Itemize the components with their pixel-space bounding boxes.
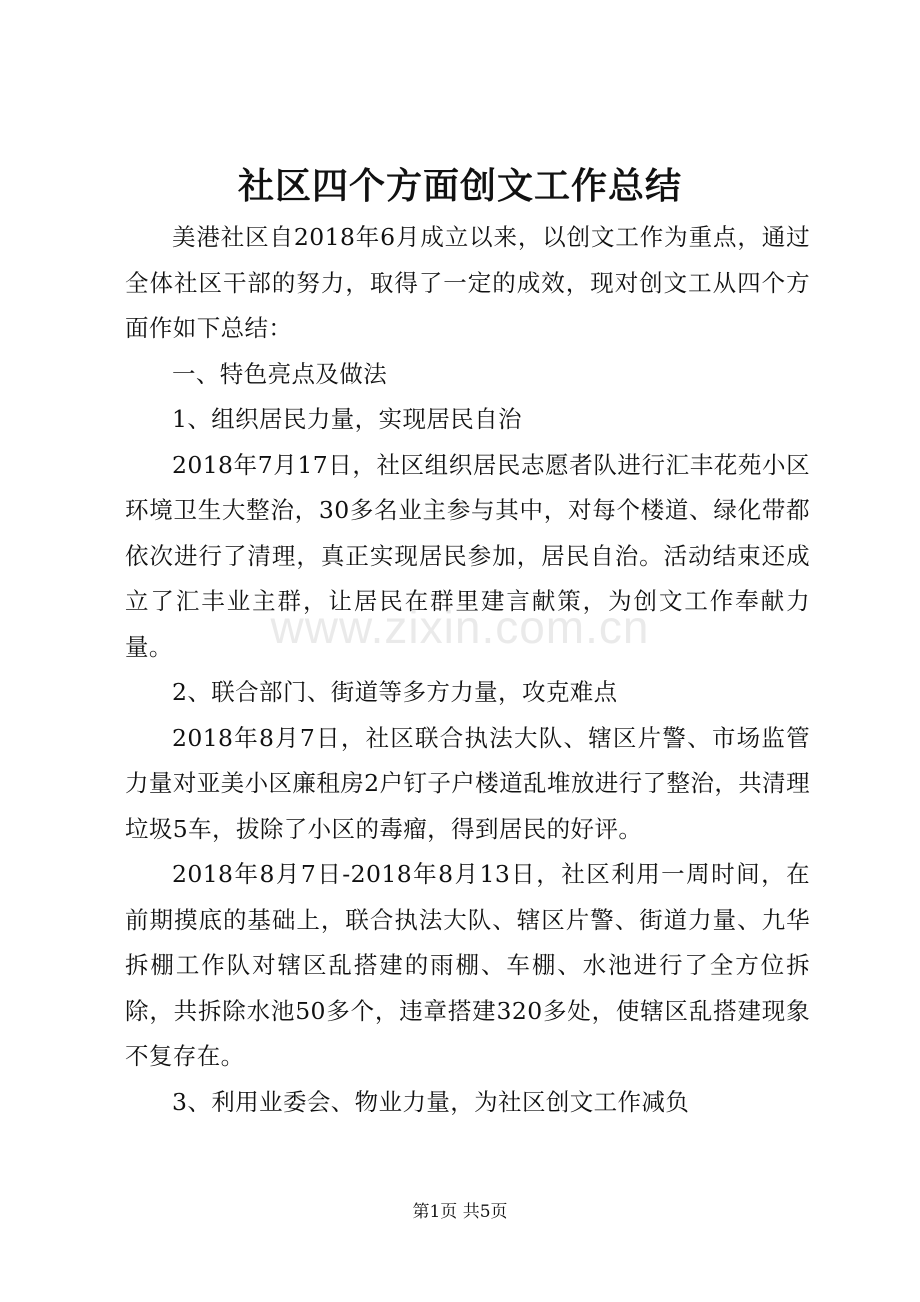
paragraph-1: 2018年7月17日，社区组织居民志愿者队进行汇丰花苑小区环境卫生大整治，30多名业主参与其中，对每个楼道、绿化带都依次进行了清理，真正实现居民参加，居民自治。活动结束还成立了汇丰业主群，让居民在群里建言献策，为创文工作奉献力量。 xyxy=(125,450,810,661)
paragraph-3: 2018年8月7日-2018年8月13日，社区利用一周时间，在前期摸底的基础上，联合执法大队、辖区片警、街道力量、九华拆棚工作队对辖区乱搭建的雨棚、车棚、水池进行了全方位拆除，共拆除水池50多个，违章搭建320多处，使辖区乱搭建现象不复存在。 xyxy=(125,860,810,1070)
subheading-3: 3、利用业委会、物业力量，为社区创文工作减负 xyxy=(172,1087,690,1116)
subheading-1: 1、组织居民力量，实现居民自治 xyxy=(172,405,522,433)
section-heading-1: 一、特色亮点及做法 xyxy=(172,359,388,388)
page-footer: 第1页 共5页 xyxy=(412,1202,508,1222)
document-body xyxy=(125,215,810,1125)
watermark: www.zixin.com.cn xyxy=(270,601,650,653)
subheading-2: 2、联合部门、街道等多方力量，攻克难点 xyxy=(172,678,618,706)
document-title: 社区四个方面创文工作总结 xyxy=(237,165,682,207)
paragraph-2: 2018年8月7日，社区联合执法大队、辖区片警、市场监管力量对亚美小区廉租房2户钉子户楼道乱堆放进行了整治，共清理垃圾5车，拔除了小区的毒瘤，得到居民的好评。 xyxy=(125,723,810,843)
intro-paragraph: 美港社区自2018年6月成立以来，以创文工作为重点，通过全体社区干部的努力，取得了一定的成效，现对创文工从四个方面作如下总结： xyxy=(125,223,810,342)
